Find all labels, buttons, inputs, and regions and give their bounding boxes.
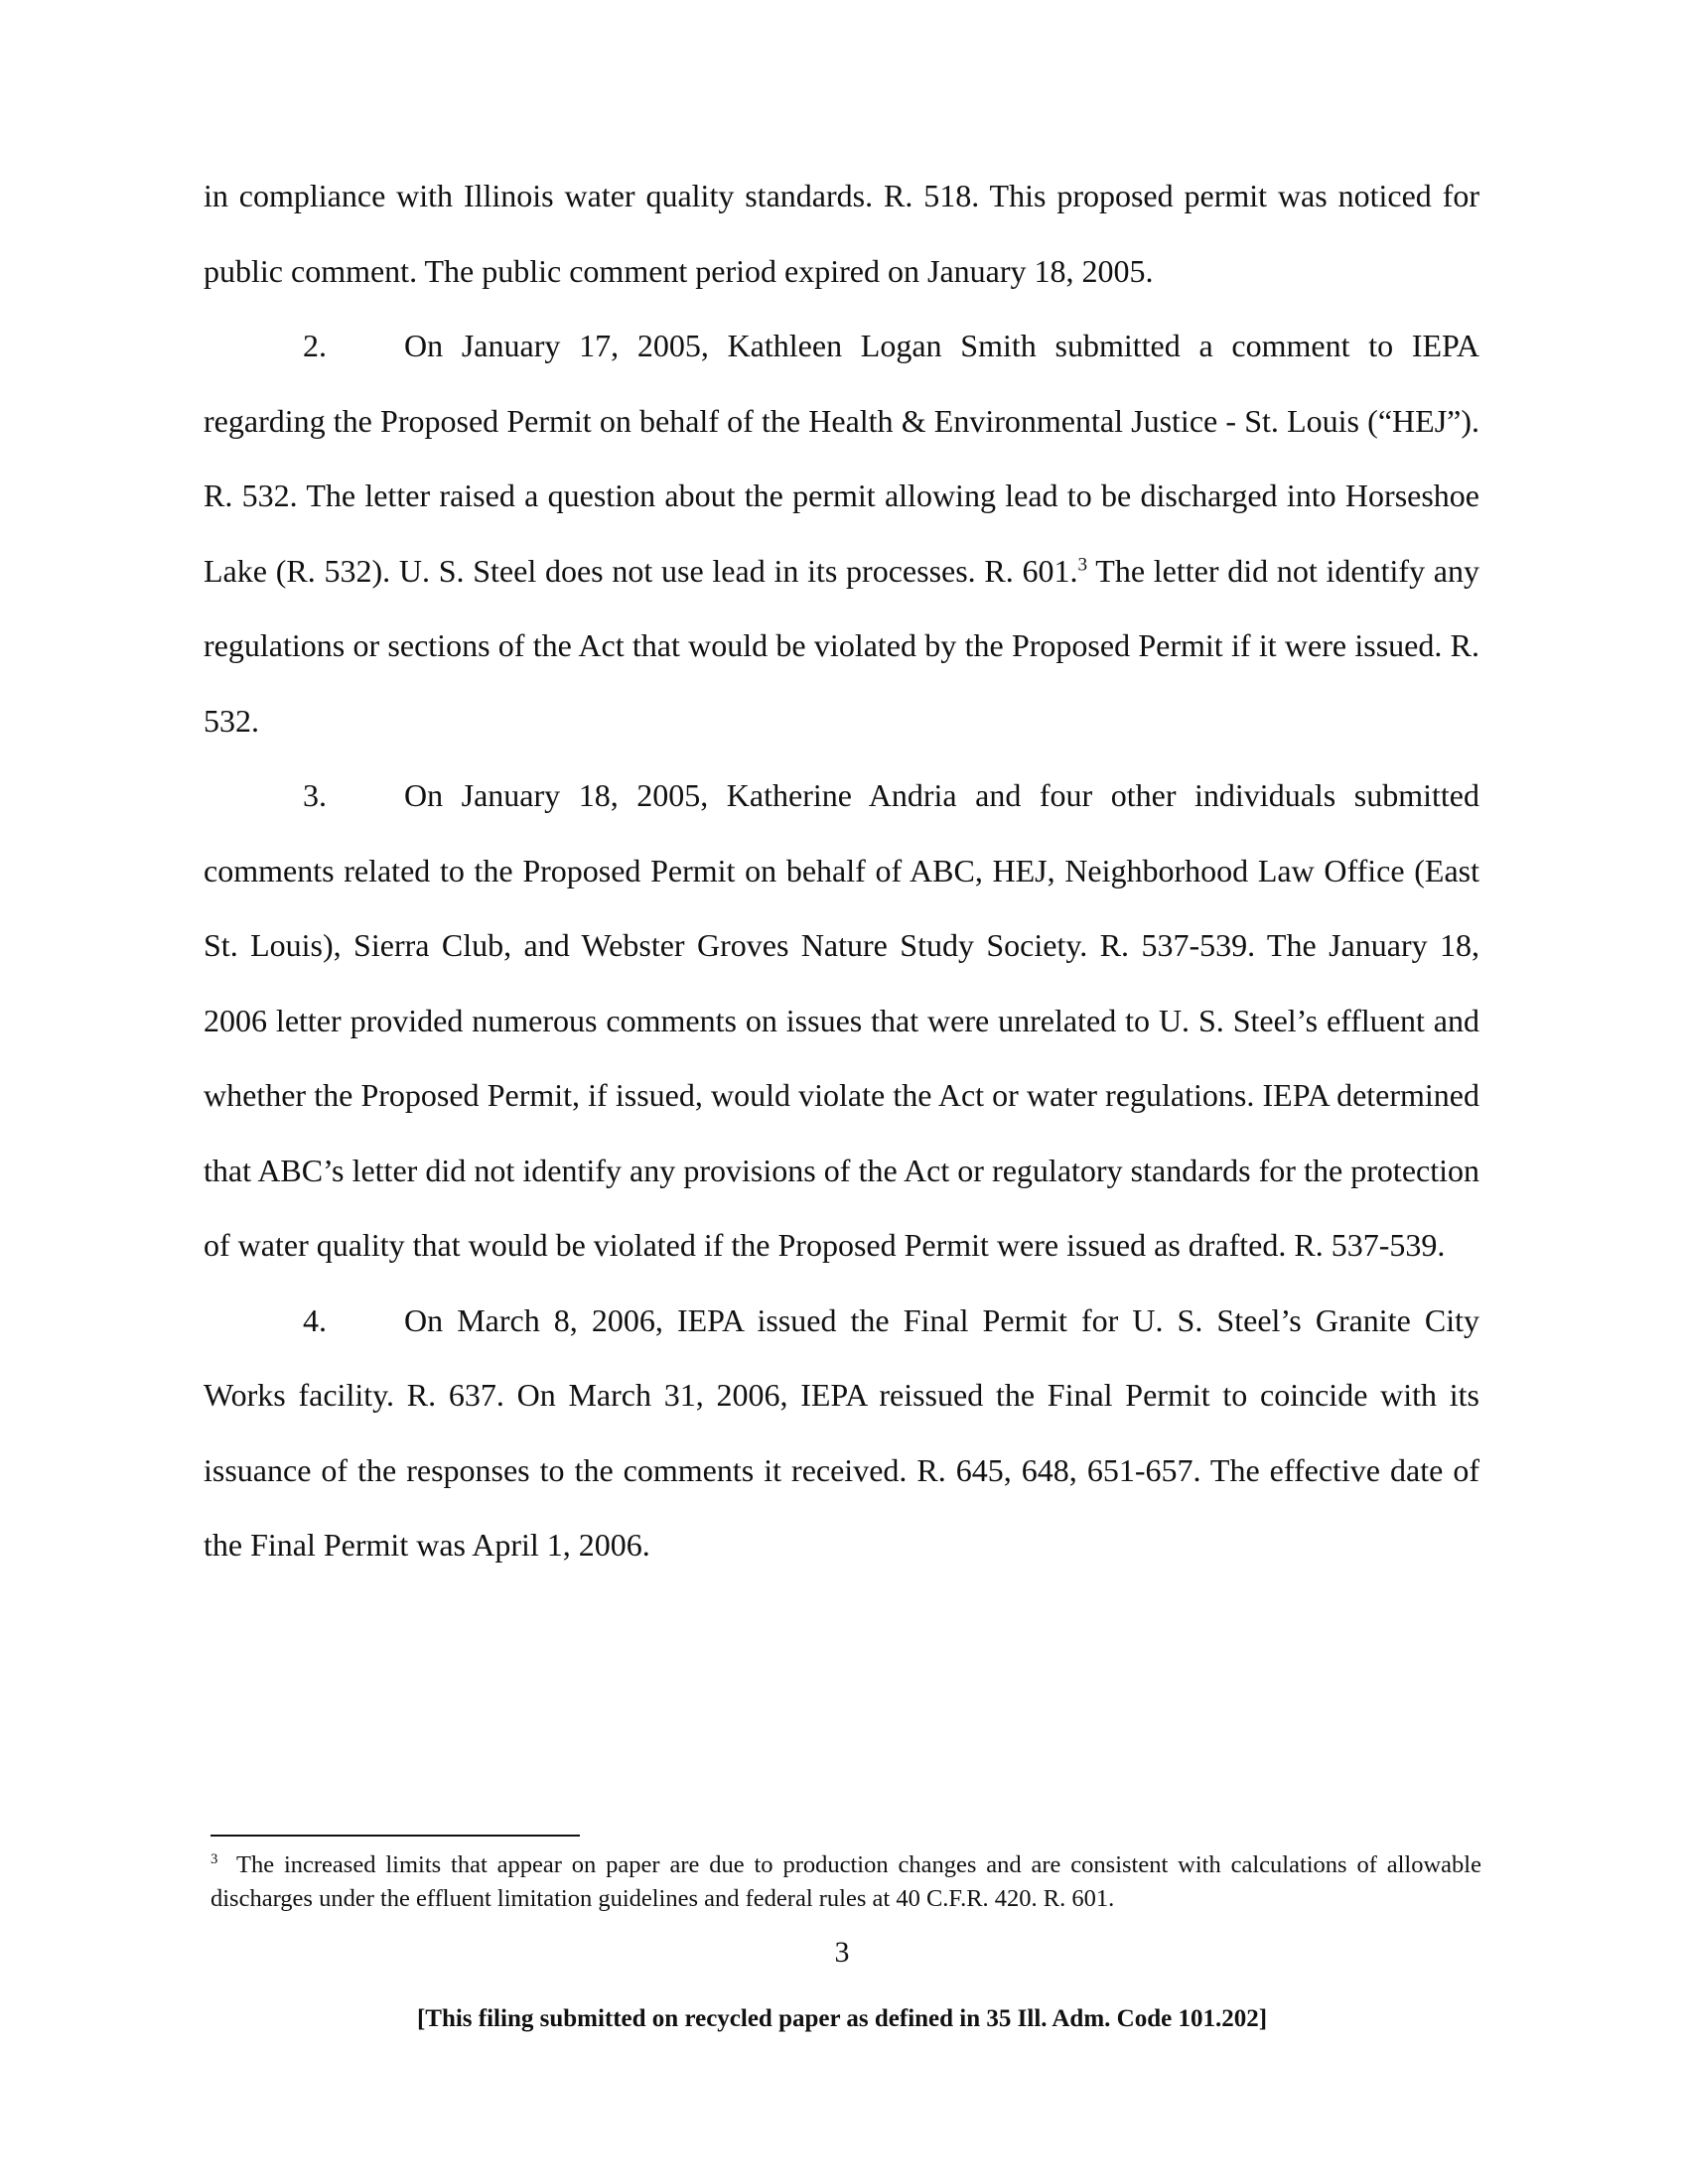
paragraph-3-number: 3. bbox=[303, 777, 327, 813]
paragraph-4-text: On March 8, 2006, IEPA issued the Final Permit for U. S. Steel’s Granite City Works facility. R. 637. On March 31, 2006, IEPA reissued the Final Permit to coincide with its issuance of the responses to the comments it received. R. 645, 648, 651-657. The effective date of the Final Permit was April 1, 2006. bbox=[204, 1301, 1479, 1563]
paragraph-2 bbox=[204, 309, 1479, 758]
footnote: $^3$ The increased limits that appear on paper are due to production changes and are consistent with calculations of allowable discharges under the effluent limitation guidelines and federal rules at 40 C.F.R. 420. R. 601. bbox=[210, 1850, 1481, 1912]
filing-note: [This filing submitted on recycled paper as defined in 35 Ill. Adm. Code 101.202] bbox=[416, 2005, 1268, 2032]
paragraph-2-number: 2. bbox=[303, 328, 327, 363]
paragraph-4 bbox=[204, 1284, 1479, 1583]
paragraph-3 bbox=[204, 758, 1479, 1284]
paragraph-3-text: On January 18, 2005, Katherine Andria and four other individuals submitted comments related to the Proposed Permit on behalf of ABC, HEJ, Neighborhood Law Office (East St. Louis), Sierra Club, and Webster Groves Nature Study Society. R. 537-539. The January 18, 2006 letter provided numerous comments on issues that were unrelated to U. S. Steel’s effluent and whether the Proposed Permit, if issued, would violate the Act or water regulations. IEPA determined that ABC’s letter did not identify any provisions of the Act or regulatory standards for the protection of water quality that would be violated if the Proposed Permit were issued as drafted. R. 537-539. bbox=[204, 777, 1479, 1263]
page-number: 3 bbox=[834, 1936, 850, 1969]
paragraph-1 bbox=[204, 159, 1479, 309]
paragraph-2-text-before-footnote: On January 17, 2005, Kathleen Logan Smith submitted a comment to IEPA regarding the Proposed Permit on behalf of the Health & Environmental Justice - St. Louis (“HEJ”). R. 532. The letter raised a question about the permit allowing lead to be discharged into Horseshoe Lake (R. 532). U. S. Steel does not use lead in its processes. R. 601. bbox=[204, 328, 1479, 589]
footnote-divider bbox=[210, 1835, 580, 1837]
footnote-text: The increased limits that appear on paper are due to production changes and are consistent with calculations of allowable discharges under the effluent limitation guidelines and federal rules at 40 C.F.R. 420. R. 601. bbox=[210, 1851, 1481, 1912]
body-text bbox=[204, 159, 1479, 1583]
paragraph-4-number: 4. bbox=[303, 1301, 327, 1338]
paragraph-2-text-after-footnote: The letter did not identify any regulations or sections of the Act that would be violated by the Proposed Permit if it were issued. R. 532. bbox=[204, 552, 1480, 739]
footnote-reference[interactable]: 3 bbox=[1077, 553, 1088, 575]
paragraph-1-text: in compliance with Illinois water quality standards. R. 518. This proposed permit was noticed for public comment. The public comment period expired on January 18, 2005. bbox=[204, 178, 1479, 289]
